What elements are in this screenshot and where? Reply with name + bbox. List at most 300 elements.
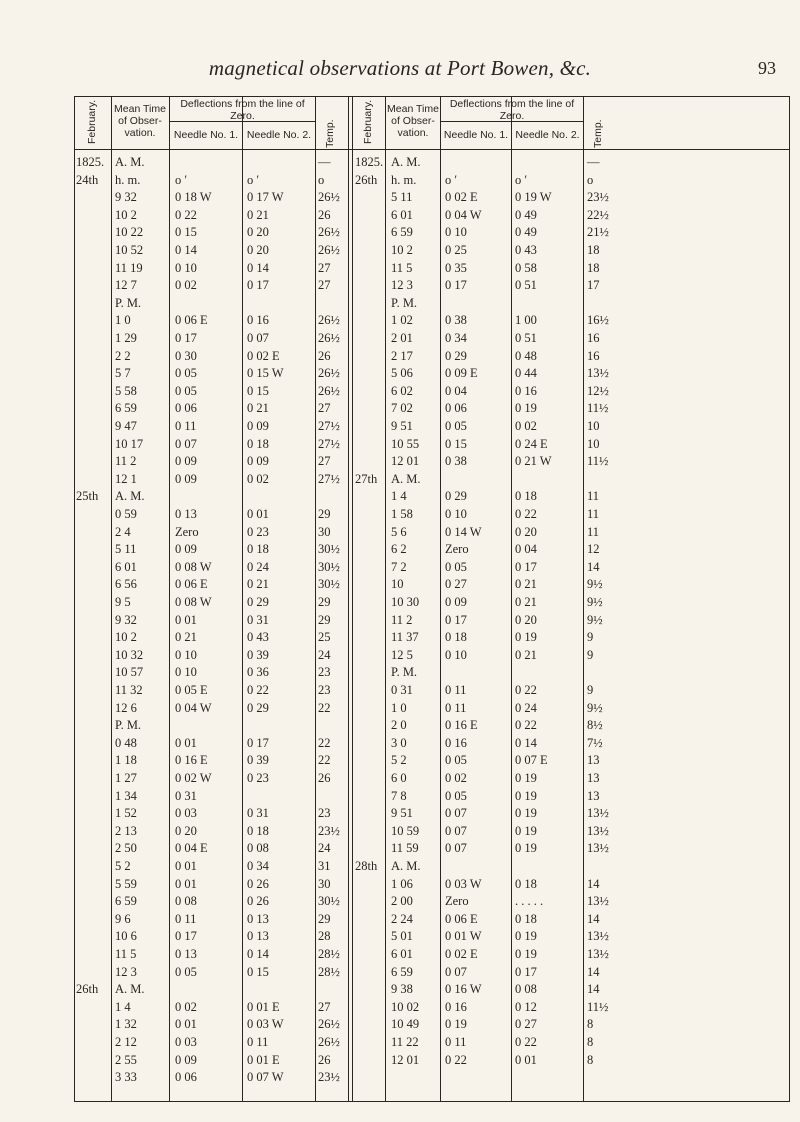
left-needle-1-cell: Zero bbox=[175, 524, 199, 539]
right-needle-1-cell: 0 04 bbox=[445, 383, 467, 398]
right-needle-1-cell: 0 17 bbox=[445, 612, 467, 627]
left-time-cell: 10 2 bbox=[115, 207, 137, 222]
left-temp-cell: 27 bbox=[318, 260, 331, 275]
left-time-cell: 1 32 bbox=[115, 1017, 137, 1032]
right-temp-cell: 14 bbox=[587, 876, 600, 891]
right-time-cell: 5 2 bbox=[391, 753, 407, 768]
right-day-cell: 28th bbox=[355, 859, 378, 873]
left-needle-2-cell: 0 02 bbox=[247, 471, 269, 486]
right-temp-cell: 13½ bbox=[587, 894, 609, 909]
right-time-cell: 6 01 bbox=[391, 207, 413, 222]
right-needle-1-cell: 0 09 E bbox=[445, 366, 478, 381]
left-needle-1-cell: 0 16 E bbox=[175, 753, 208, 768]
left-needle-1-cell: 0 06 E bbox=[175, 577, 208, 592]
left-needle-2-cell: 0 08 bbox=[247, 841, 269, 856]
right-temp-cell: 13½ bbox=[587, 841, 609, 856]
left-needle-2-cell: 0 24 bbox=[247, 559, 269, 574]
left-time-cell: A. M. bbox=[115, 155, 145, 169]
right-time-cell: h. m. bbox=[391, 172, 417, 187]
left-needle-2-cell: 0 13 bbox=[247, 929, 269, 944]
right-temp-cell: 10 bbox=[587, 436, 600, 451]
left-needle-1-cell: 0 09 bbox=[175, 471, 197, 486]
right-time-cell: 11 2 bbox=[391, 612, 413, 627]
header-mean-time: Mean Time of Obser-vation. bbox=[387, 103, 439, 139]
right-needle-2-cell: 0 21 bbox=[515, 577, 537, 592]
left-time-cell: 10 22 bbox=[115, 225, 144, 240]
right-needle-2-cell: 0 20 bbox=[515, 524, 537, 539]
right-time-cell: 1 0 bbox=[391, 700, 407, 715]
left-time-cell: 9 6 bbox=[115, 911, 131, 926]
right-needle-2-cell: o ′ bbox=[515, 172, 528, 187]
left-time-cell: 9 47 bbox=[115, 419, 137, 433]
right-needle-1-cell: 0 16 E bbox=[445, 718, 478, 733]
left-needle-2-cell: 0 21 bbox=[247, 401, 269, 416]
right-needle-2-cell: 0 18 bbox=[515, 489, 537, 504]
right-temp-cell: 8½ bbox=[587, 718, 603, 733]
right-temp-cell: 11½ bbox=[587, 401, 609, 416]
right-needle-2-cell: 0 51 bbox=[515, 278, 537, 293]
col-divider bbox=[169, 97, 170, 1101]
right-needle-2-cell: 0 19 bbox=[515, 630, 537, 645]
left-temp-cell: 30 bbox=[318, 524, 331, 539]
right-needle-1-cell: 0 06 E bbox=[445, 911, 478, 926]
left-temp-cell: 30½ bbox=[318, 894, 340, 909]
left-time-cell: 2 55 bbox=[115, 1052, 137, 1067]
right-time-cell: A. M. bbox=[391, 155, 421, 169]
header-needle-1: Needle No. 1. bbox=[443, 129, 509, 141]
left-needle-2-cell: 0 07 W bbox=[247, 1070, 284, 1085]
right-time-cell: A. M. bbox=[391, 471, 421, 486]
right-needle-1-cell: 0 16 bbox=[445, 735, 467, 750]
left-day-cell: 25th bbox=[76, 489, 99, 504]
left-time-cell: A. M. bbox=[115, 982, 145, 997]
right-needle-2-cell: 0 19 bbox=[515, 929, 537, 944]
right-temp-cell: 9½ bbox=[587, 595, 603, 609]
right-needle-1-cell: Zero bbox=[445, 542, 469, 557]
left-temp-cell: 26 bbox=[318, 1052, 331, 1067]
left-needle-1-cell: 0 01 bbox=[175, 859, 197, 873]
left-time-cell: 5 59 bbox=[115, 876, 137, 891]
left-time-cell: h. m. bbox=[115, 172, 141, 187]
left-needle-2-cell: 0 13 bbox=[247, 911, 269, 926]
right-needle-1-cell: o ′ bbox=[445, 172, 458, 187]
left-time-cell: 11 32 bbox=[115, 683, 143, 697]
right-needle-2-cell: 0 22 bbox=[515, 1035, 537, 1049]
left-needle-1-cell: 0 03 bbox=[175, 806, 197, 821]
right-needle-1-cell: 0 27 bbox=[445, 577, 467, 592]
left-needle-1-cell: 0 17 bbox=[175, 331, 197, 345]
right-needle-2-cell: 0 12 bbox=[515, 999, 537, 1014]
right-time-cell: 1 4 bbox=[391, 489, 407, 504]
left-time-cell: 5 7 bbox=[115, 366, 131, 381]
left-temp-cell: 30½ bbox=[318, 542, 340, 557]
header-needle-2: Needle No. 2. bbox=[515, 129, 580, 141]
left-needle-1-cell: 0 18 W bbox=[175, 190, 212, 205]
right-needle-2-cell: 0 19 bbox=[515, 841, 537, 856]
left-needle-1-cell: 0 04 E bbox=[175, 841, 208, 856]
left-day-cell: 24th bbox=[76, 172, 99, 187]
left-temp-cell: 28½ bbox=[318, 964, 340, 979]
right-time-cell: 6 59 bbox=[391, 964, 413, 979]
left-temp-cell: 23½ bbox=[318, 1070, 340, 1085]
left-needle-1-cell: 0 09 bbox=[175, 454, 197, 469]
right-needle-2-cell: 0 22 bbox=[515, 718, 537, 733]
left-needle-2-cell: 0 31 bbox=[247, 612, 269, 627]
left-temp-cell: 27 bbox=[318, 401, 331, 416]
header-temp: Temp. bbox=[324, 119, 336, 148]
left-temp-cell: 27½ bbox=[318, 419, 340, 433]
right-needle-2-cell: 0 27 bbox=[515, 1017, 537, 1032]
left-temp-cell: 26½ bbox=[318, 1035, 340, 1049]
left-temp-cell: 26½ bbox=[318, 383, 340, 398]
left-temp-cell: 24 bbox=[318, 841, 331, 856]
right-temp-cell: 23½ bbox=[587, 190, 609, 205]
right-time-cell: 9 38 bbox=[391, 982, 413, 997]
right-temp-cell: 9½ bbox=[587, 700, 603, 715]
right-needle-1-cell: 0 07 bbox=[445, 823, 467, 838]
left-needle-2-cell: 0 22 bbox=[247, 683, 269, 697]
left-needle-1-cell: 0 10 bbox=[175, 665, 197, 680]
left-time-cell: 2 50 bbox=[115, 841, 137, 856]
left-time-cell: 1 27 bbox=[115, 771, 137, 785]
right-needle-2-cell: 0 48 bbox=[515, 348, 537, 363]
left-needle-1-cell: 0 04 W bbox=[175, 700, 212, 715]
right-time-cell: 11 5 bbox=[391, 260, 413, 275]
right-temp-cell: 21½ bbox=[587, 225, 609, 240]
right-needle-1-cell: 0 38 bbox=[445, 454, 467, 469]
left-needle-1-cell: 0 07 bbox=[175, 436, 197, 451]
left-needle-2-cell: 0 17 W bbox=[247, 190, 284, 205]
left-temp-cell: 29 bbox=[318, 595, 331, 609]
right-time-cell: 6 0 bbox=[391, 771, 407, 785]
left-temp-cell: 25 bbox=[318, 630, 331, 645]
left-time-cell: 10 52 bbox=[115, 243, 144, 257]
left-needle-1-cell: 0 20 bbox=[175, 823, 197, 838]
left-needle-2-cell: 0 18 bbox=[247, 542, 269, 557]
right-temp-cell: 12½ bbox=[587, 383, 609, 398]
right-time-cell: 7 2 bbox=[391, 559, 407, 574]
right-temp-cell: — bbox=[587, 155, 600, 169]
right-needle-2-cell: 0 22 bbox=[515, 683, 537, 697]
left-time-cell: 10 6 bbox=[115, 929, 137, 944]
left-time-cell: 12 1 bbox=[115, 471, 137, 486]
left-temp-cell: 26½ bbox=[318, 243, 340, 257]
left-needle-1-cell: 0 09 bbox=[175, 1052, 197, 1067]
right-needle-1-cell: 0 35 bbox=[445, 260, 467, 275]
right-needle-1-cell: 0 05 bbox=[445, 419, 467, 433]
left-needle-1-cell: 0 06 bbox=[175, 1070, 197, 1085]
left-time-cell: 6 59 bbox=[115, 401, 137, 416]
col-divider bbox=[511, 97, 512, 1101]
left-time-cell: 10 32 bbox=[115, 647, 144, 662]
left-time-cell: 3 33 bbox=[115, 1070, 137, 1085]
left-needle-1-cell: 0 01 bbox=[175, 876, 197, 891]
left-needle-2-cell: 0 26 bbox=[247, 876, 269, 891]
right-needle-1-cell: 0 11 bbox=[445, 700, 467, 715]
right-needle-2-cell: 0 19 W bbox=[515, 190, 552, 205]
left-temp-cell: 29 bbox=[318, 911, 331, 926]
right-needle-2-cell: 0 19 bbox=[515, 823, 537, 838]
right-time-cell: P. M. bbox=[391, 295, 418, 310]
left-needle-1-cell: 0 14 bbox=[175, 243, 197, 257]
right-time-cell: 5 06 bbox=[391, 366, 413, 381]
right-needle-2-cell: 0 19 bbox=[515, 806, 537, 821]
left-time-cell: 2 13 bbox=[115, 823, 137, 838]
right-needle-1-cell: 0 10 bbox=[445, 507, 467, 521]
right-needle-2-cell: 0 44 bbox=[515, 366, 537, 381]
left-time-cell: 5 58 bbox=[115, 383, 137, 398]
right-needle-1-cell: 0 38 bbox=[445, 313, 467, 328]
left-temp-cell: 27 bbox=[318, 999, 331, 1014]
right-time-cell: 6 02 bbox=[391, 383, 413, 398]
left-needle-1-cell: 0 31 bbox=[175, 788, 197, 803]
right-time-cell: 9 51 bbox=[391, 419, 413, 433]
left-time-cell: 0 48 bbox=[115, 735, 137, 750]
left-time-cell: 1 0 bbox=[115, 313, 131, 328]
left-needle-1-cell: 0 10 bbox=[175, 260, 197, 275]
col-divider bbox=[242, 97, 243, 1101]
right-time-cell: 2 01 bbox=[391, 331, 413, 345]
left-needle-2-cell: 0 01 bbox=[247, 507, 269, 521]
right-needle-2-cell: 0 20 bbox=[515, 612, 537, 627]
left-needle-1-cell: 0 01 bbox=[175, 1017, 197, 1032]
left-time-cell: P. M. bbox=[115, 718, 142, 733]
right-needle-1-cell: 0 02 bbox=[445, 771, 467, 785]
right-needle-2-cell: 0 02 bbox=[515, 419, 537, 433]
right-temp-cell: 16 bbox=[587, 331, 600, 345]
right-needle-2-cell: 0 08 bbox=[515, 982, 537, 997]
left-temp-cell: 28½ bbox=[318, 947, 340, 961]
left-needle-2-cell: 0 15 bbox=[247, 964, 269, 979]
left-needle-2-cell: 0 16 bbox=[247, 313, 269, 328]
right-needle-1-cell: 0 14 W bbox=[445, 524, 482, 539]
left-needle-1-cell: 0 17 bbox=[175, 929, 197, 944]
left-needle-1-cell: 0 10 bbox=[175, 647, 197, 662]
right-needle-2-cell: 0 24 bbox=[515, 700, 537, 715]
right-temp-cell: 9 bbox=[587, 630, 594, 645]
left-temp-cell: 26½ bbox=[318, 1017, 340, 1032]
right-needle-1-cell: 0 16 bbox=[445, 999, 467, 1014]
header-deflections: Deflections from the line of Zero. bbox=[449, 98, 575, 122]
left-temp-cell: 24 bbox=[318, 647, 331, 662]
right-needle-1-cell: 0 34 bbox=[445, 331, 467, 345]
right-time-cell: 11 59 bbox=[391, 841, 419, 856]
left-temp-cell: 30 bbox=[318, 876, 331, 891]
right-temp-cell: 13½ bbox=[587, 366, 609, 381]
left-needle-2-cell: 0 18 bbox=[247, 436, 269, 451]
right-needle-1-cell: 0 04 W bbox=[445, 207, 482, 222]
right-needle-1-cell: 0 10 bbox=[445, 647, 467, 662]
right-time-cell: 12 01 bbox=[391, 454, 420, 469]
header-month: February. bbox=[362, 99, 374, 144]
left-needle-1-cell: 0 05 bbox=[175, 383, 197, 398]
right-time-cell: 6 59 bbox=[391, 225, 413, 240]
right-temp-cell: 16 bbox=[587, 348, 600, 363]
right-time-cell: P. M. bbox=[391, 665, 418, 680]
left-needle-2-cell: 0 39 bbox=[247, 647, 269, 662]
col-divider bbox=[315, 97, 316, 1101]
right-needle-2-cell: 0 19 bbox=[515, 947, 537, 961]
right-temp-cell: 8 bbox=[587, 1035, 594, 1049]
left-needle-1-cell: 0 08 bbox=[175, 894, 197, 909]
observations-table bbox=[74, 96, 790, 1102]
header-needle-1: Needle No. 1. bbox=[173, 129, 239, 141]
left-needle-2-cell: 0 14 bbox=[247, 260, 269, 275]
left-temp-cell: 29 bbox=[318, 507, 331, 521]
left-temp-cell: 26½ bbox=[318, 225, 340, 240]
left-needle-2-cell: 0 14 bbox=[247, 947, 269, 961]
col-divider bbox=[348, 97, 349, 1101]
right-needle-2-cell: 0 04 bbox=[515, 542, 537, 557]
right-temp-cell: 13½ bbox=[587, 947, 609, 961]
right-day-cell: 27th bbox=[355, 471, 378, 486]
left-needle-2-cell: 0 21 bbox=[247, 207, 269, 222]
page-number: 93 bbox=[758, 58, 776, 78]
right-needle-2-cell: 0 51 bbox=[515, 331, 537, 345]
right-needle-1-cell: 0 07 bbox=[445, 806, 467, 821]
right-temp-cell: 8 bbox=[587, 1017, 594, 1032]
left-needle-1-cell: 0 11 bbox=[175, 911, 197, 926]
left-temp-cell: 29 bbox=[318, 612, 331, 627]
left-temp-cell: 27 bbox=[318, 278, 331, 293]
left-time-cell: 0 59 bbox=[115, 507, 137, 521]
right-time-cell: 10 49 bbox=[391, 1017, 420, 1032]
right-needle-1-cell: 0 10 bbox=[445, 225, 467, 240]
left-needle-2-cell: 0 43 bbox=[247, 630, 269, 645]
right-temp-cell: 14 bbox=[587, 559, 600, 574]
right-temp-cell: 10 bbox=[587, 419, 600, 433]
right-needle-1-cell: 0 07 bbox=[445, 841, 467, 856]
right-needle-1-cell: 0 05 bbox=[445, 788, 467, 803]
right-needle-2-cell: 0 58 bbox=[515, 260, 537, 275]
header-temp: Temp. bbox=[592, 119, 604, 148]
right-time-cell: 11 22 bbox=[391, 1035, 419, 1049]
right-needle-2-cell: 0 21 bbox=[515, 647, 537, 662]
left-needle-1-cell: 0 02 W bbox=[175, 771, 212, 785]
left-needle-1-cell: 0 03 bbox=[175, 1035, 197, 1049]
left-needle-2-cell: 0 17 bbox=[247, 278, 269, 293]
right-needle-2-cell: 0 17 bbox=[515, 964, 537, 979]
right-temp-cell: 14 bbox=[587, 964, 600, 979]
left-temp-cell: 26 bbox=[318, 771, 331, 785]
left-day-cell: 26th bbox=[76, 982, 99, 997]
left-time-cell: 10 2 bbox=[115, 630, 137, 645]
right-time-cell: 1 06 bbox=[391, 876, 413, 891]
right-needle-2-cell: 0 18 bbox=[515, 911, 537, 926]
left-time-cell: 6 59 bbox=[115, 894, 137, 909]
left-needle-2-cell: 0 07 bbox=[247, 331, 269, 345]
right-temp-cell: 9 bbox=[587, 683, 594, 697]
right-time-cell: 11 37 bbox=[391, 630, 419, 645]
left-time-cell: 2 12 bbox=[115, 1035, 137, 1049]
left-time-cell: 11 19 bbox=[115, 260, 143, 275]
left-temp-cell: 22 bbox=[318, 700, 331, 715]
right-needle-2-cell: 0 19 bbox=[515, 401, 537, 416]
left-needle-2-cell: o ′ bbox=[247, 172, 260, 187]
left-time-cell: 2 4 bbox=[115, 524, 131, 539]
right-day-cell: 26th bbox=[355, 172, 378, 187]
left-needle-2-cell: 0 23 bbox=[247, 771, 269, 785]
right-temp-cell: 11½ bbox=[587, 454, 609, 469]
right-needle-2-cell: 0 49 bbox=[515, 207, 537, 222]
left-temp-cell: 23 bbox=[318, 806, 331, 821]
right-needle-2-cell: 0 16 bbox=[515, 383, 537, 398]
left-needle-1-cell: 0 05 bbox=[175, 964, 197, 979]
right-time-cell: A. M. bbox=[391, 859, 421, 873]
left-needle-2-cell: 0 29 bbox=[247, 700, 269, 715]
right-needle-1-cell: 0 02 E bbox=[445, 947, 478, 961]
right-needle-1-cell: 0 03 W bbox=[445, 876, 482, 891]
left-needle-1-cell: 0 05 bbox=[175, 366, 197, 381]
right-needle-2-cell: . . . . . bbox=[515, 894, 544, 909]
header-month: February. bbox=[86, 99, 98, 144]
col-divider bbox=[352, 97, 353, 1101]
left-needle-1-cell: 0 21 bbox=[175, 630, 197, 645]
left-needle-1-cell: 0 02 bbox=[175, 999, 197, 1014]
left-time-cell: 10 17 bbox=[115, 436, 144, 451]
right-time-cell: 1 58 bbox=[391, 507, 413, 521]
left-temp-cell: 27 bbox=[318, 454, 331, 469]
running-title: magnetical observations at Port Bowen, &c. bbox=[208, 56, 592, 80]
left-time-cell: 11 5 bbox=[115, 947, 137, 961]
right-needle-1-cell: 0 17 bbox=[445, 278, 467, 293]
right-needle-2-cell: 0 19 bbox=[515, 771, 537, 785]
left-time-cell: 1 4 bbox=[115, 999, 131, 1014]
right-day-cell: 1825. bbox=[355, 155, 384, 169]
right-time-cell: 5 01 bbox=[391, 929, 413, 944]
left-time-cell: 11 2 bbox=[115, 454, 137, 469]
right-time-cell: 3 0 bbox=[391, 735, 407, 750]
right-temp-cell: 9 bbox=[587, 647, 594, 662]
right-needle-2-cell: 0 07 E bbox=[515, 753, 548, 768]
left-needle-2-cell: 0 02 E bbox=[247, 348, 280, 363]
left-needle-2-cell: 0 15 bbox=[247, 383, 269, 398]
left-temp-cell: 26 bbox=[318, 348, 331, 363]
right-needle-1-cell: 0 06 bbox=[445, 401, 467, 416]
right-time-cell: 2 24 bbox=[391, 911, 413, 926]
left-temp-cell: 27½ bbox=[318, 471, 340, 486]
left-needle-1-cell: 0 08 W bbox=[175, 595, 212, 609]
left-needle-2-cell: 0 29 bbox=[247, 595, 269, 609]
left-needle-2-cell: 0 18 bbox=[247, 823, 269, 838]
left-needle-2-cell: 0 03 W bbox=[247, 1017, 284, 1032]
left-needle-1-cell: 0 05 E bbox=[175, 683, 208, 697]
header-deflections: Deflections from the line of Zero. bbox=[180, 98, 305, 122]
left-temp-cell: 26½ bbox=[318, 366, 340, 381]
col-divider bbox=[385, 97, 386, 1101]
left-needle-1-cell: 0 08 W bbox=[175, 559, 212, 574]
left-needle-1-cell: 0 06 E bbox=[175, 313, 208, 328]
right-temp-cell: 14 bbox=[587, 911, 600, 926]
left-needle-2-cell: 0 15 W bbox=[247, 366, 284, 381]
right-needle-2-cell: 0 49 bbox=[515, 225, 537, 240]
right-time-cell: 6 01 bbox=[391, 947, 413, 961]
left-needle-2-cell: 0 01 E bbox=[247, 1052, 280, 1067]
left-needle-1-cell: 0 09 bbox=[175, 542, 197, 557]
right-time-cell: 12 3 bbox=[391, 278, 413, 293]
left-temp-cell: — bbox=[318, 155, 331, 169]
left-temp-cell: 28 bbox=[318, 929, 331, 944]
left-time-cell: 2 2 bbox=[115, 348, 131, 363]
left-needle-2-cell: 0 21 bbox=[247, 577, 269, 592]
left-temp-cell: 22 bbox=[318, 753, 331, 768]
col-divider bbox=[440, 97, 441, 1101]
left-time-cell: 1 18 bbox=[115, 753, 137, 768]
left-temp-cell: 26½ bbox=[318, 190, 340, 205]
right-temp-cell: 13½ bbox=[587, 929, 609, 944]
right-time-cell: 6 2 bbox=[391, 542, 407, 557]
right-needle-1-cell: 0 25 bbox=[445, 243, 467, 257]
